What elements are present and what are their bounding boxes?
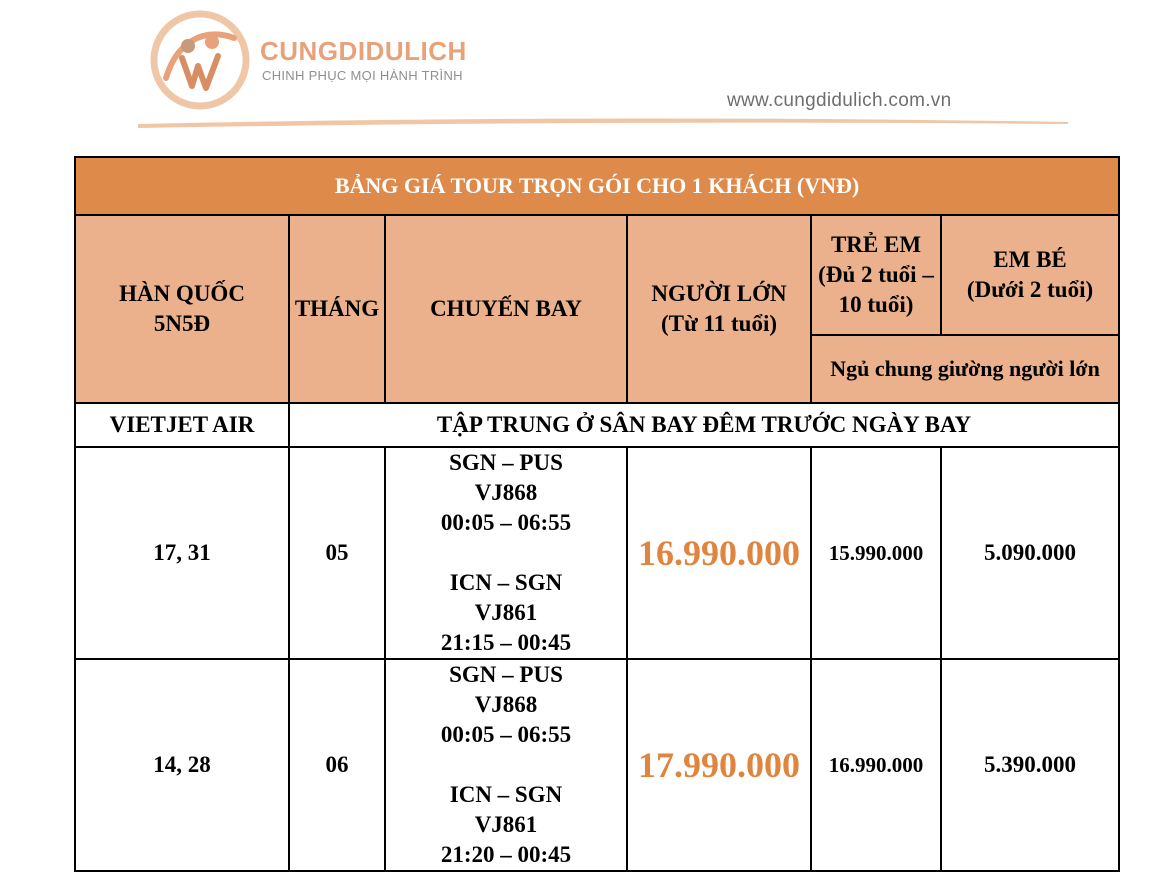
header-child-age-2: 10 tuổi) — [838, 292, 914, 317]
brand-tagline: CHINH PHỤC MỌI HÀNH TRÌNH — [262, 68, 463, 83]
header-child-label: TRẺ EM — [830, 232, 922, 257]
outbound-flight: VJ868 — [474, 480, 538, 505]
outbound-time: 00:05 – 06:55 — [440, 722, 572, 747]
outbound-route: SGN – PUS — [449, 662, 563, 687]
header-flight: CHUYẾN BAY — [385, 215, 627, 403]
infant-price: 5.390.000 — [941, 659, 1119, 871]
website-link[interactable]: www.cungdidulich.com.vn — [727, 90, 952, 111]
header-month: THÁNG — [289, 215, 385, 403]
price-table — [74, 156, 1120, 872]
row-dates: 17, 31 — [75, 447, 289, 659]
row-month: 06 — [289, 659, 385, 871]
return-flight: VJ861 — [474, 812, 538, 837]
header-country-name: HÀN QUỐC — [119, 281, 245, 306]
child-price: 15.990.000 — [811, 447, 941, 659]
row-flights — [385, 447, 627, 659]
outbound-route: SGN – PUS — [449, 450, 563, 475]
row-month: 05 — [289, 447, 385, 659]
outbound-time: 00:05 – 06:55 — [440, 510, 572, 535]
brand-name: CUNGDIDULICH — [260, 36, 467, 66]
adult-price: 17.990.000 — [627, 659, 811, 871]
table-row — [75, 659, 1119, 871]
header-adult-age: (Từ 11 tuổi) — [660, 311, 778, 336]
people-circle-logo-icon — [148, 8, 252, 112]
airline-note: TẬP TRUNG Ở SÂN BAY ĐÊM TRƯỚC NGÀY BAY — [289, 403, 1119, 447]
header-country — [75, 215, 289, 403]
header-adult-label: NGƯỜI LỚN — [651, 281, 787, 306]
adult-price: 16.990.000 — [627, 447, 811, 659]
table-row — [75, 447, 1119, 659]
header-child-note: Ngủ chung giường người lớn — [811, 335, 1119, 403]
header-child-age-1: (Đủ 2 tuổi – — [818, 262, 934, 287]
row-flights — [385, 659, 627, 871]
airline-name: VIETJET AIR — [75, 403, 289, 447]
row-dates: 14, 28 — [75, 659, 289, 871]
return-flight: VJ861 — [474, 600, 538, 625]
page-header — [0, 0, 1162, 150]
return-route: ICN – SGN — [449, 570, 563, 595]
header-infant-label: EM BÉ — [993, 247, 1067, 272]
header-duration: 5N5Đ — [153, 311, 211, 336]
header-adult — [627, 215, 811, 403]
header-infant — [941, 215, 1119, 335]
header-swoosh-divider — [138, 112, 1068, 134]
header-child — [811, 215, 941, 335]
header-infant-age: (Dưới 2 tuổi) — [966, 277, 1094, 302]
return-time: 21:15 – 00:45 — [440, 630, 572, 655]
outbound-flight: VJ868 — [474, 692, 538, 717]
return-time: 21:20 – 00:45 — [440, 842, 572, 867]
table-title: BẢNG GIÁ TOUR TRỌN GÓI CHO 1 KHÁCH (VNĐ) — [75, 157, 1119, 215]
infant-price: 5.090.000 — [941, 447, 1119, 659]
child-price: 16.990.000 — [811, 659, 941, 871]
return-route: ICN – SGN — [449, 782, 563, 807]
